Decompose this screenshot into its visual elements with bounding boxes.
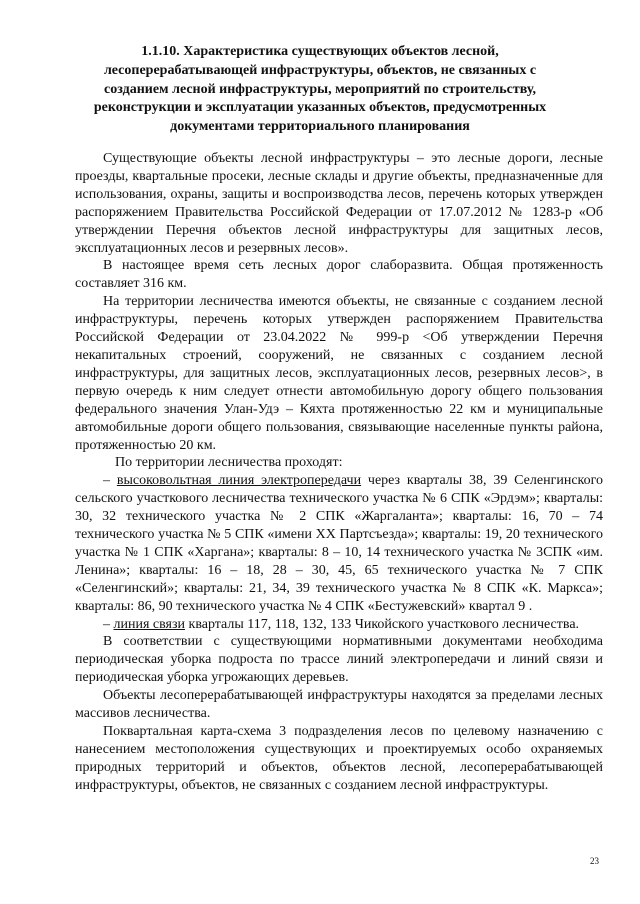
paragraph-map-scheme: Поквартальная карта-схема 3 подразделения лесов по целевому назначению с нанесением местоположения существующих и проектируемых особо охраняемых природных территорий и объектов, объектов лесной, лесоперерабатывающей инфраструктуры, объектов, не связанных с созданием лесной инфраструктуры. bbox=[75, 724, 603, 793]
paragraph-maintenance: В соответствии с существующими нормативными документами необходима периодическая уборка подроста по трассе линий электропередачи и линий связи и периодическая уборка угрожающих деревьев. bbox=[75, 634, 603, 686]
power-line-term: высоковольтная линия электропередачи bbox=[116, 473, 362, 489]
paragraph-passing-objects-intro: По территории лесничества проходят: bbox=[115, 455, 343, 471]
paragraph-forest-infrastructure: Существующие объекты лесной инфраструктуры – это лесные дороги, лесные проезды, квартальные просеки, лесные склады и другие объекты, предназначенные для использования, охраны, защиты и воспроизводства лесов, перечень которых утвержден распоряжением Правительства Российской Федерации от 17.07.2012 № 1283-р «Об утверждении Перечня объектов лесной инфраструктуры для защитных лесов, эксплуатационных лесов и резервных лесов». bbox=[75, 151, 603, 256]
list-dash: – bbox=[103, 616, 114, 632]
section-title: 1.1.10. Характеристика существующих объектов лесной, лесоперерабатывающей инфраструктуры, объектов, не связанных с созданием лесной инфраструктуры, мероприятий по строительству, реконструкции и эксплуатации указанных объектов, предусмотренных документами территориального планирования bbox=[93, 44, 547, 135]
body-text bbox=[75, 150, 603, 795]
paragraph-road-network: В настоящее время сеть лесных дорог слаборазвита. Общая протяженность составляет 316 км. bbox=[75, 258, 603, 292]
paragraph-processing-infrastructure: Объекты лесоперерабатывающей инфраструктуры находятся за пределами лесных массивов лесничества. bbox=[75, 688, 603, 722]
communication-line-term: линия связи bbox=[113, 616, 186, 632]
paragraph-non-infrastructure-objects: На территории лесничества имеются объекты, не связанные с созданием лесной инфраструктуры, перечень которых утвержден распоряжением Правительства Российской Федерации от 23.04.2022 № 999-р <Об утверждении Перечня некапитальных строений, сооружений, не связанных с созданием лесной инфраструктуры, для защитных лесов, эксплуатационных лесов, резервных лесов>, в первую очередь к ним следует отнести автомобильную дорогу общего пользования федерального значения Улан-Удэ – Кяхта протяженностью 22 км и муниципальные автомобильные дороги общего пользования, связывающие населенные пункты района, протяженностью 20 км. bbox=[75, 294, 603, 453]
page-number: 23 bbox=[590, 856, 599, 866]
communication-line-description: кварталы 117, 118, 132, 133 Чикойского участкового лесничества. bbox=[185, 616, 580, 632]
paragraph-power-line bbox=[75, 472, 603, 615]
list-dash: – bbox=[103, 473, 117, 489]
paragraph-communication-line bbox=[75, 616, 603, 634]
power-line-description: через кварталы 38, 39 Селенгинского сельского участкового лесничества технического участка № 6 СПК «Эрдэм»; кварталы: 30, 32 технического участка № 2 СПК «Жаргаланта»; кварталы: 16, 70 – 74 технического участка № 5 СПК «имени XX Партсъезда»; кварталы: 19, 20 технического участка № 1 СПК «Харгана»; кварталы: 8 – 10, 14 технического участка № 3СПК «им. Ленина»; кварталы: 16 – 18, 28 – 30, 45, 65 технического участка № 7 СПК «Селенгинский»; кварталы: 21, 34, 39 технического участка № 8 СПК «К. Маркса»; кварталы: 86, 90 технического участка № 4 СПК «Бестужевский» квартал 9 . bbox=[75, 473, 604, 614]
